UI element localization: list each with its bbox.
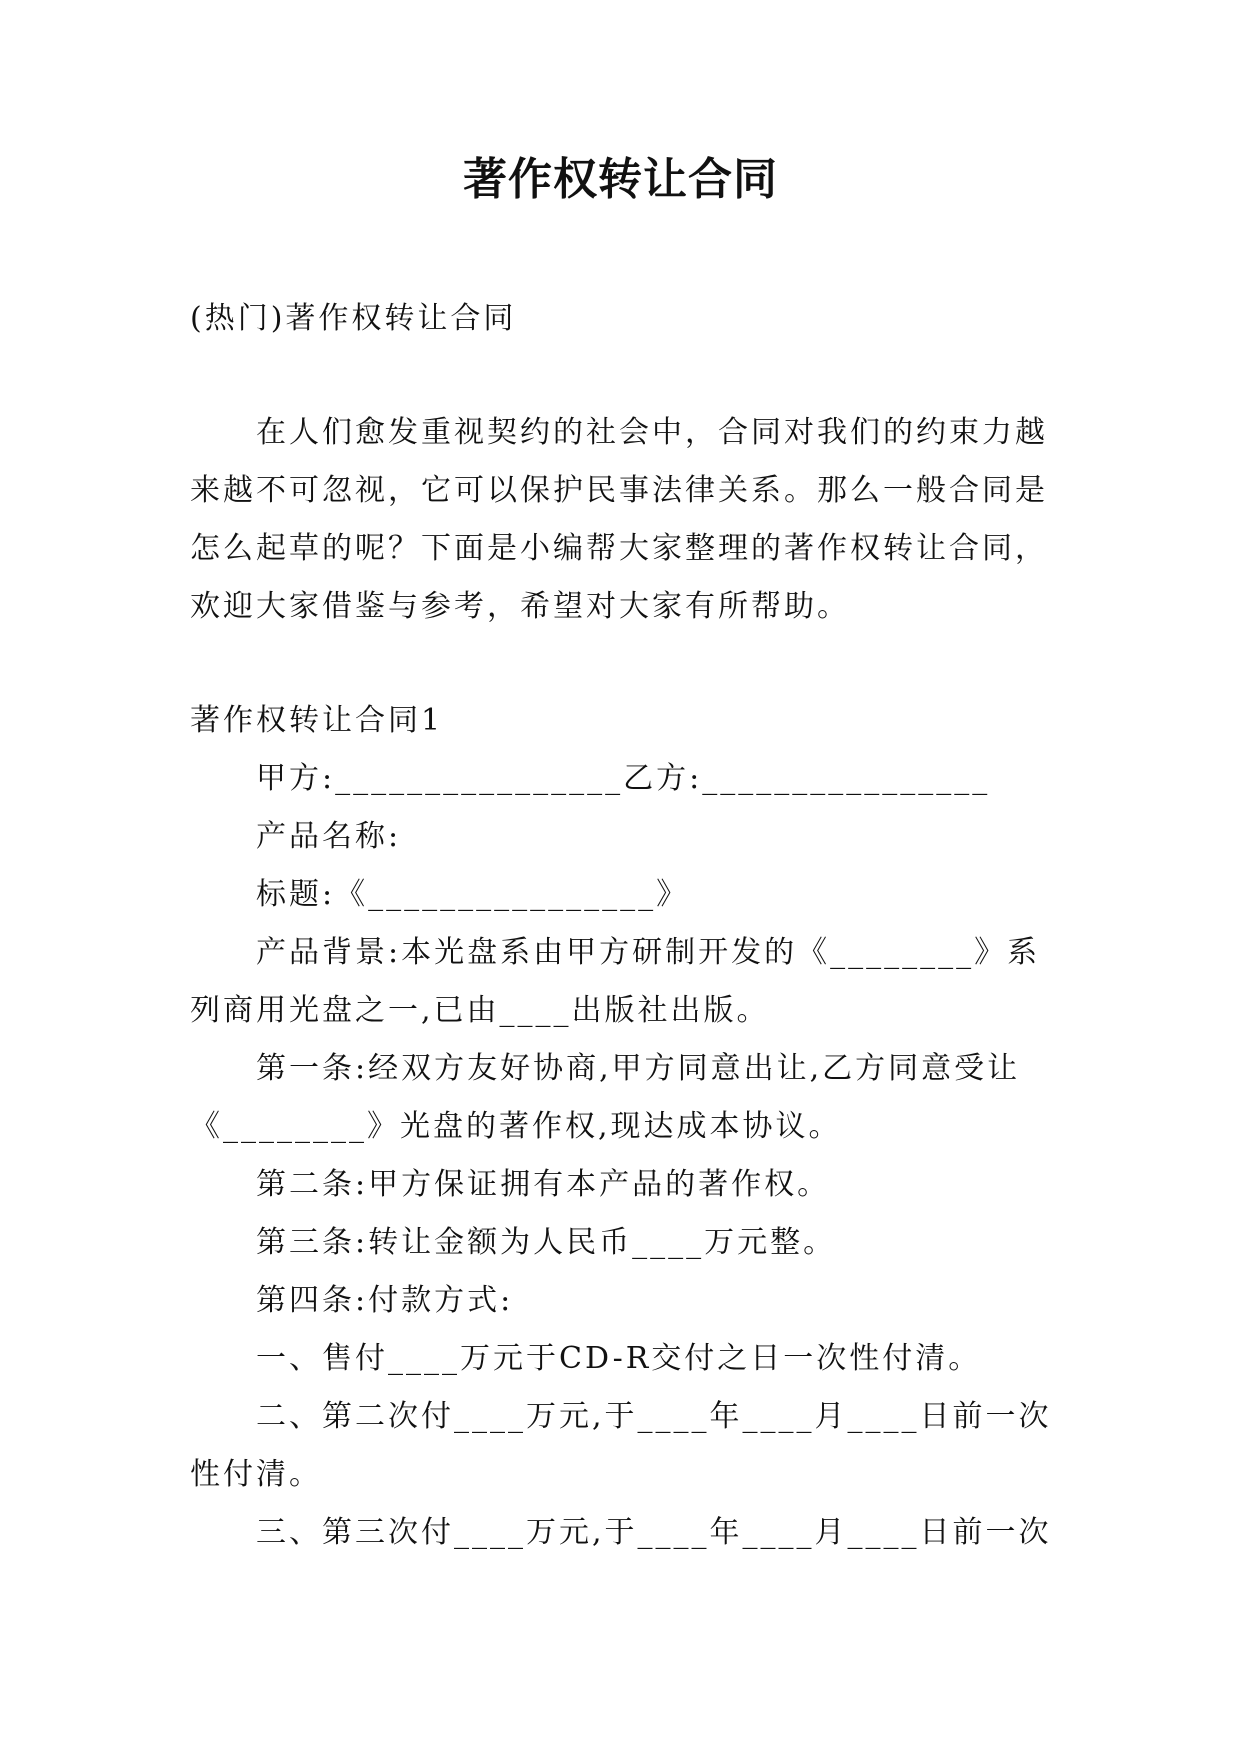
article-4-paragraph: 第四条:付款方式:	[256, 1283, 514, 1318]
article-3-paragraph: 第三条:转让金额为人民币____万元整。	[256, 1225, 837, 1260]
document-subtitle: (热门)著作权转让合同	[190, 301, 517, 336]
section-heading: 著作权转让合同1	[190, 703, 444, 738]
payment-item-1: 一、售付____万元于CD-R交付之日一次性付清。	[256, 1341, 982, 1376]
intro-paragraph: 在人们愈发重视契约的社会中，合同对我们的约束力越来越不可忽视，它可以保护民事法律关系。那么一般合同是怎么起草的呢？下面是小编帮大家整理的著作权转让合同，欢迎大家借鉴与参考，希望对大家有所帮助。	[190, 415, 1048, 624]
product-background-paragraph: 产品背景:本光盘系由甲方研制开发的《________》系列商用光盘之一,已由____出版社出版。	[190, 935, 1041, 1028]
party-line: 甲方:________________乙方:________________	[256, 761, 991, 796]
product-name-line: 产品名称:	[256, 819, 402, 854]
article-2-paragraph: 第二条:甲方保证拥有本产品的著作权。	[256, 1167, 831, 1202]
document-title: 著作权转让合同	[463, 154, 778, 205]
payment-item-3: 三、第三次付____万元,于____年____月____日前一次	[256, 1515, 1052, 1550]
document-body	[190, 290, 1055, 1562]
payment-item-2: 二、第二次付____万元,于____年____月____日前一次性付清。	[190, 1399, 1052, 1492]
article-1-paragraph: 第一条:经双方友好协商,甲方同意出让,乙方同意受让《________》光盘的著作权,现达成本协议。	[190, 1051, 1021, 1144]
product-title-line: 标题:《________________》	[256, 877, 690, 912]
